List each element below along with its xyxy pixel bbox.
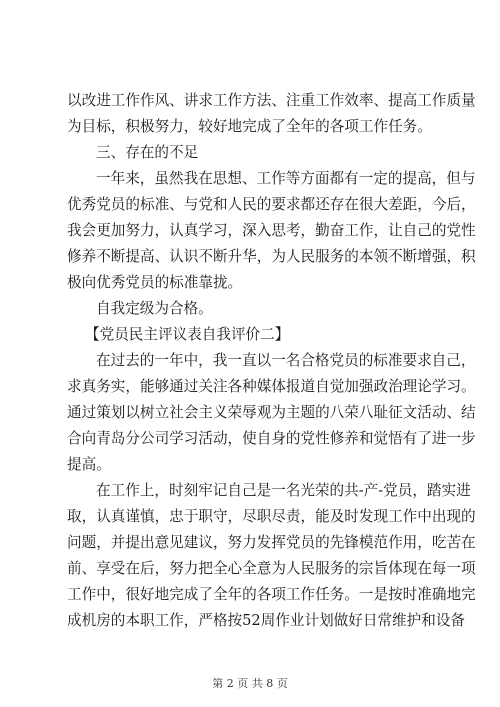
text-line: 一年来，虽然我在思想、工作等方面都有一定的提高，但与 [96,170,476,187]
text-line: 我会更加努力，认真学习，深入思考，勤奋工作，让自己的党性 [67,222,476,239]
text-line: 极向优秀党员的标准靠拢。 [67,274,243,291]
text-line: 优秀党员的标准、与党和人民的要求都还存在很大差距，今后， [67,196,476,213]
section-heading: 三、存在的不足 [96,144,199,161]
text-line: 取，认真谨慎，忠于职守，尽职尽责，能及时发现工作中出现的 [67,508,476,525]
text-line: 成机房的本职工作，严格按52周作业计划做好日常维护和设备 [67,612,466,629]
text-line: 自我定级为合格。 [96,300,213,317]
page-footer: 第 2 页 共 8 页 [212,677,288,690]
text-line: 以改进工作作风、讲求工作方法、注重工作效率、提高工作质量 [67,92,476,109]
text-line: 为目标，积极努力，较好地完成了全年的各项工作任务。 [67,118,432,135]
text-line: 修养不断提高、认识不断升华，为人民服务的本领不断增强，积 [67,248,476,265]
text-line: 合向青岛分公司学习活动，使自身的党性修养和觉悟有了进一步 [67,430,476,447]
text-line: 通过策划以树立社会主义荣辱观为主题的八荣八耻征文活动、结 [67,404,476,421]
text-line: 提高。 [67,456,111,473]
text-line: 前、享受在后，努力把全心全意为人民服务的宗旨体现在每一项 [67,560,476,577]
text-line: 在工作上，时刻牢记自己是一名光荣的共-产-党员，踏实进 [96,482,471,499]
subsection-heading: 【党员民主评议表自我评价二】 [85,326,290,343]
text-line: 问题，并提出意见建议，努力发挥党员的先锋模范作用，吃苦在 [67,534,476,551]
text-line: 求真务实，能够通过关注各种媒体报道自觉加强政治理论学习。 [67,378,476,395]
text-line: 在过去的一年中，我一直以一名合格党员的标准要求自己， [96,352,476,369]
text-line: 工作中，很好地完成了全年的各项工作任务。一是按时准确地完 [67,586,476,603]
